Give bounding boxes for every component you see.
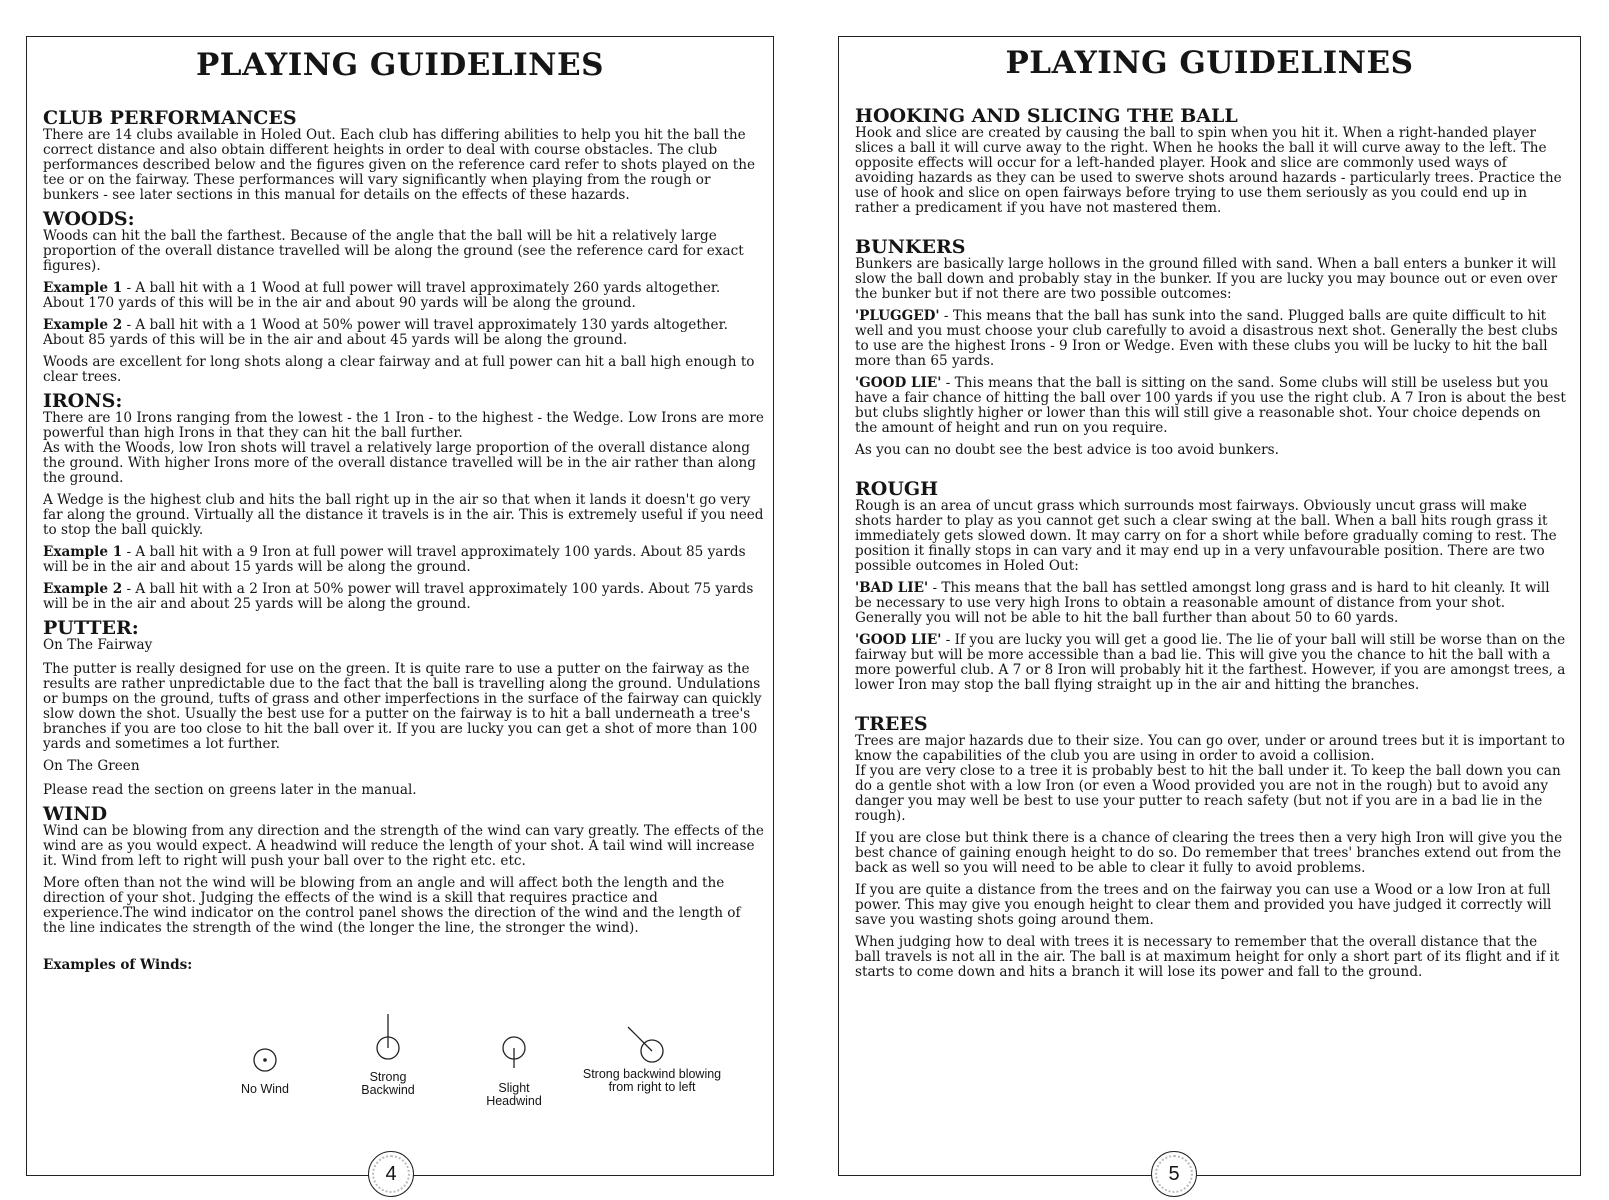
right-column — [855, 107, 1567, 987]
paragraph: If you are very close to a tree it is probably best to hit the ball under it. To keep the ball down you can do a gentle shot with a low Iron (or even a Wood provided you are not in the rough) but to avoid any danger you may well be best to use your putter to reach safety (but not if you are in a bad lie in the rough). — [855, 763, 1561, 824]
section-heading: PUTTER: — [43, 617, 139, 639]
putter-section — [43, 619, 765, 798]
example-text: - A ball hit with a 1 Wood at full power will travel approximately 260 yards altogether. About 170 yards of this will be in the air and about 90 yards will be along the ground. — [43, 280, 721, 311]
wind-label-line: Strong — [369, 1070, 407, 1084]
outcome-label: 'GOOD LIE' — [855, 375, 942, 391]
example-label: Example 2 — [43, 581, 123, 597]
wind-label: No Wind — [241, 1082, 289, 1096]
page-number — [368, 1151, 414, 1197]
paragraph: When judging how to deal with trees it is necessary to remember that the overall distance that the ball travels is not all in the air. The ball is at maximum height for only a short part of its flight and if it starts to come down and hits a branch it will lose its power and fall to the ground. — [855, 934, 1560, 980]
outcome-text: - This means that the ball has settled amongst long grass and is hard to hit cleanly. It will be necessary to use very high Irons to obtain a reasonable amount of distance from your shot. Generally you will not be able to hit the ball further than about 50 to 60 yards. — [855, 580, 1550, 626]
wind-label-line: from right to left — [608, 1080, 696, 1094]
trees-section — [855, 715, 1567, 980]
page-title: PLAYING GUIDELINES — [1005, 45, 1414, 81]
no-wind-icon — [254, 1049, 276, 1071]
paragraph: Woods are excellent for long shots along a clear fairway and at full power can hit a ball high enough to clear trees. — [43, 354, 755, 385]
paragraph: If you are close but think there is a chance of clearing the trees then a very high Iron will give you the best chance of gaining enough height to do so. Do remember that trees' branches extend out from the back as well so you will need to be able to clear it fully to avoid problems. — [855, 830, 1563, 876]
wind-label — [469, 1082, 559, 1108]
rough-section — [855, 480, 1567, 693]
section-heading: HOOKING AND SLICING THE BALL — [855, 105, 1238, 127]
wind-label-line: Headwind — [486, 1094, 542, 1108]
woods-section — [43, 210, 765, 385]
example-paragraph — [43, 281, 765, 311]
example-text: - A ball hit with a 9 Iron at full power will travel approximately 100 yards. About 85 yards will be in the air and about 15 yards will be along the ground. — [43, 544, 746, 575]
paragraph: Hook and slice are created by causing the ball to spin when you hit it. When a right-handed player slices a ball it will curve away to the right. When he hooks the ball it will curve away to the left. The opposite effects will occur for a left-handed player. Hook and slice are commonly used ways of avoiding hazards as they can be used to swerve shots around hazards - particularly trees. Practice the use of hook and slice on open fairways before trying to use them seriously as you could end up in rather a predicament if you have not mastered them. — [855, 125, 1562, 216]
irons-section — [43, 392, 765, 612]
paragraph: Woods can hit the ball the farthest. Because of the angle that the ball will be hit a relatively large proportion of the overall distance travelled will be along the ground (see the reference card for exact figures). — [43, 228, 744, 274]
wind-label — [562, 1068, 742, 1094]
club-performances-section — [43, 109, 765, 203]
subheading: On The Fairway — [43, 637, 153, 653]
wind-section — [43, 805, 765, 973]
section-heading: WOODS: — [43, 208, 135, 230]
paragraph: Please read the section on greens later in the manual. — [43, 782, 417, 798]
section-heading: BUNKERS — [855, 236, 966, 258]
outcome-text: - This means that the ball is sitting on the sand. Some clubs will still be useless but you have a fair chance of hitting the ball over 100 yards if you use the right club. A 7 Iron is about the best but clubs slightly higher or lower than this will still give a reasonable shot. Your choice depends on the amount of height and run on you require. — [855, 375, 1566, 436]
example-paragraph — [43, 318, 765, 348]
wind-label-line: Slight — [498, 1081, 530, 1095]
example-label: Example 1 — [43, 544, 123, 560]
section-heading: TREES — [855, 713, 928, 735]
paragraph: There are 14 clubs available in Holed Out. Each club has differing abilities to help you hit the ball the correct distance and also obtain different heights in order to deal with course obstacles. The club performances described below and the figures given on the reference card refer to shots played on the tee or on the fairway. These performances will vary significantly when playing from the rough or bunkers - see later sections in this manual for details on the effects of these hazards. — [43, 127, 756, 203]
paragraph: As you can no doubt see the best advice is too avoid bunkers. — [855, 442, 1279, 458]
wind-label — [343, 1071, 433, 1097]
outcome-paragraph — [855, 633, 1567, 693]
wind-label-line: Strong backwind blowing — [582, 1067, 722, 1081]
section-heading: ROUGH — [855, 478, 939, 500]
examples-label: Examples of Winds: — [43, 957, 193, 973]
slight-headwind-icon — [503, 1037, 525, 1068]
paragraph: The putter is really designed for use on the green. It is quite rare to use a putter on the fairway as the results are rather unpredictable due to the fact that the ball is travelling along the ground. Undulations or bumps on the ground, tufts of grass and other imperfections in the surface of the fairway can quickly slow down the shot. Usually the best use for a putter on the fairway is to hit a ball underneath a tree's branches if you are too close to hit the ball over it. If you are lucky you can get a shot of more than 100 yards and sometimes a lot further. — [43, 661, 762, 752]
section-heading: WIND — [43, 803, 108, 825]
outcome-paragraph — [855, 376, 1567, 436]
left-page — [26, 36, 774, 1185]
section-heading: IRONS: — [43, 390, 123, 412]
outcome-label: 'BAD LIE' — [855, 580, 929, 596]
outcome-label: 'GOOD LIE' — [855, 632, 942, 648]
wind-diagrams — [27, 992, 775, 1122]
subheading: On The Green — [43, 758, 140, 774]
outcome-paragraph — [855, 309, 1567, 369]
example-paragraph — [43, 545, 765, 575]
example-text: - A ball hit with a 1 Wood at 50% power will travel approximately 130 yards altogether. About 85 yards of this will be in the air and about 45 yards will be along the ground. — [43, 317, 728, 348]
paragraph: Rough is an area of uncut grass which surrounds most fairways. Obviously uncut grass will make shots harder to play as you cannot get such a clear swing at the ball. When a ball hits rough grass it immediately gets slowed down. It may carry on for a short while before gradually coming to rest. The position it finally stops in can vary and it may end up in a very unfavourable position. There are two possible outcomes in Holed Out: — [855, 498, 1557, 574]
wind-label-line: Backwind — [361, 1083, 415, 1097]
page-number-text: 5 — [1168, 1163, 1180, 1185]
strong-backwind-icon — [377, 1014, 399, 1059]
outcome-label: 'PLUGGED' — [855, 308, 940, 324]
paragraph: A Wedge is the highest club and hits the ball right up in the air so that when it lands it doesn't go very far along the ground. Virtually all the distance it travels is in the air. This is extremely useful if you need to stop the ball quickly. — [43, 492, 764, 538]
section-heading: CLUB PERFORMANCES — [43, 107, 297, 129]
outcome-text: - If you are lucky you will get a good lie. The lie of your ball will still be worse than on the fairway but will be more accessible than a bad lie. This will give you the chance to hit the ball with a more powerful club. A 7 or 8 Iron will probably hit it the farthest. However, if you are amongst trees, a lower Iron may stop the ball flying straight up in the air and hitting the branches. — [855, 632, 1566, 693]
paragraph: There are 10 Irons ranging from the lowest - the 1 Iron - to the highest - the Wedge. Low Irons are more powerful than high Irons in that they can hit the ball further. — [43, 410, 764, 441]
outcome-text: - This means that the ball has sunk into the sand. Plugged balls are quite difficult to hit well and you must choose your club carefully to avoid a disastrous next shot. Generally the best clubs to use are the highest Irons - 9 Iron or Wedge. Even with these clubs you will be lucky to hit the ball more than 65 yards. — [855, 308, 1558, 369]
paragraph: If you are quite a distance from the trees and on the fairway you can use a Wood or a low Iron at full power. This may give you enough height to clear them and provided you have judged it correctly will save you wasting shots going around them. — [855, 882, 1552, 928]
page-number — [1151, 1151, 1197, 1197]
example-label: Example 1 — [43, 280, 123, 296]
paragraph: As with the Woods, low Iron shots will travel a relatively large proportion of the overall distance along the ground. With higher Irons more of the overall distance travelled will be in the air rather than along the ground. — [43, 440, 756, 486]
strong-backwind-right-to-left-icon — [628, 1027, 663, 1062]
paragraph: More often than not the wind will be blowing from an angle and will affect both the length and the direction of your shot. Judging the effects of the wind is a skill that requires practice and experience.The wind indicator on the control panel shows the direction of the wind and the length of the line indicates the strength of the wind (the longer the line, the stronger the wind). — [43, 875, 741, 936]
example-label: Example 2 — [43, 317, 123, 333]
page-number-text: 4 — [385, 1163, 397, 1185]
example-text: - A ball hit with a 2 Iron at 50% power will travel approximately 100 yards. About 75 yards will be in the air and about 25 yards will be along the ground. — [43, 581, 754, 612]
paragraph: Wind can be blowing from any direction and the strength of the wind can vary greatly. The effects of the wind are as you would expect. A headwind will reduce the length of your shot. A tail wind will increase it. Wind from left to right will push your ball over to the right etc. etc. — [43, 823, 764, 869]
left-column — [43, 109, 765, 980]
outcome-paragraph — [855, 581, 1567, 626]
wind-examples — [27, 992, 773, 1122]
example-paragraph — [43, 582, 765, 612]
bunkers-section — [855, 238, 1567, 458]
right-page — [838, 36, 1581, 1185]
page-title: PLAYING GUIDELINES — [195, 47, 605, 83]
paragraph: Bunkers are basically large hollows in the ground filled with sand. When a ball enters a bunker it will slow the ball down and probably stay in the bunker. If you are lucky you may bounce out or even over the bunker but if not there are two possible outcomes: — [855, 256, 1558, 302]
hooking-section — [855, 107, 1567, 216]
paragraph: Trees are major hazards due to their size. You can go over, under or around trees but it is important to know the capabilities of the club you are using in order to avoid a collision. — [855, 733, 1565, 764]
